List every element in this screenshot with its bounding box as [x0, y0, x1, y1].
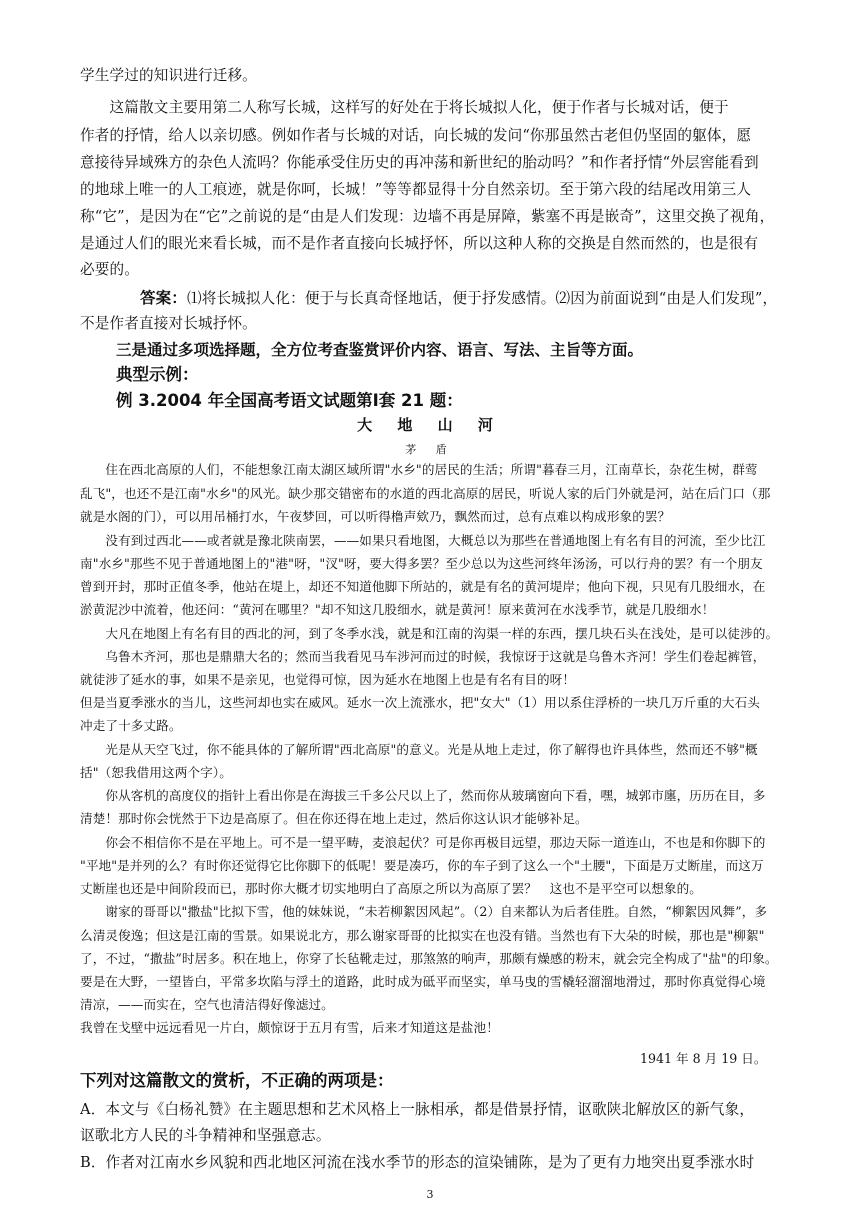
essay-line: 乱飞"，也还不是江南"水乡"的风光。缺少那交错密布的水道的西北高原的居民，听说人家的后门外就是河，站在后门口（那 [80, 486, 771, 501]
text-line: 的地球上唯一的人工痕迹，就是你呵，长城！”等等都显得十分自然亲切。至于第六段的结尾改用第三人 [80, 181, 752, 198]
essay-line: 丈断崖也还是中间阶段而已，那时你大概才切实地明白了高原之所以为高原了罢？ 这也不是平空可以想象的。 [80, 881, 702, 896]
essay-line: "平地"是并列的么？有时你还觉得它比你脚下的低呢！要是凑巧，你的车子到了这么一个"土腰"，下面是万丈断崖，而这万 [80, 858, 764, 873]
essay-author: 茅 盾 [405, 443, 455, 456]
text-line: 称“它”，是因为在“它”之前说的是“由是人们发现：边墙不再是屏障，紫塞不再是嵌奇”，这里交换了视角， [80, 208, 775, 225]
text-line: 意接待异域殊方的杂色人流吗？你能承受住历史的再冲荡和新世纪的胎动吗？”和作者抒情“外层窖能看到 [80, 154, 759, 171]
essay-line: 乌鲁木齐河，那也是鼎鼎大名的；然而当我看见马车涉河而过的时候，我惊讶于这就是乌鲁木齐河！学生们卷起裤管， [80, 649, 766, 664]
essay-line: 住在西北高原的人们，不能想象江南太湖区域所谓"水乡"的居民的生活；所谓"暮春三月，江南草长，杂花生树，群莺 [80, 462, 758, 477]
example-label: 典型示例： [116, 365, 199, 384]
text-line: 作者的抒情，给人以亲切感。例如作者与长城的对话，向长城的发问“你那虽然古老但仍坚固的躯体，愿 [80, 127, 752, 144]
question-text: 下列对这篇散文的赏析，不正确的两项是： [80, 1071, 394, 1090]
essay-line: 淤黄泥沙中流着，他还问：“黄河在哪里？"却不知这几股细水，就是黄河！原来黄河在水浅季节，就是几股细水！ [80, 602, 715, 617]
essay-line: 就是水阁的门），可以用吊桶打水，午夜梦回，可以听得橹声欸乃，飘然而过，总有点难以构成形象的罢？ [80, 509, 671, 524]
essay-line: 没有到过西北——或者就是豫北陕南罢，——如果只看地图，大概总以为那些在普通地图上有名有目的河流，至少比江 [80, 533, 766, 548]
answer-text: ⑴将长城拟人化：便于与长真奇怪地话，便于抒发感情。⑵因为前面说到“由是人们发现”， [186, 290, 778, 307]
option-line: 讴歌北方人民的斗争精神和坚强意志。 [80, 1127, 331, 1144]
essay-line: 么清灵俊逸；但这是江南的雪景。如果说北方，那么谢家哥哥的比拟实在也没有错。当然也有下大朵的时候，那也是"柳絮" [80, 928, 765, 943]
essay-date: 1941 年 8 月 19 日。 [640, 1051, 767, 1066]
essay-title: 大 地 山 河 [357, 416, 503, 434]
essay-line: 括"（恕我借用这两个字）。 [80, 765, 232, 780]
essay-line: 清楚！那时你会恍然于下边是高原了。但在你还得在地上走过，然后你这认识才能够补足。 [80, 811, 588, 826]
example-title: 例 3.2004 年全国高考语文试题第Ⅰ套 21 题： [116, 391, 463, 410]
section-heading: 三是通过多项选择题，全方位考查鉴赏评价内容、语言、写法、主旨等方面。 [116, 341, 644, 359]
essay-line: 你从客机的高度仪的指针上看出你是在海拔三千多公尺以上了，然而你从玻璃窗向下看，嘿，城郭市廛，历历在目，多 [80, 788, 766, 803]
essay-line: 曾到开封，那时正值冬季，他站在堤上，却还不知道他脚下所站的，就是有名的黄河堤岸；他向下视，只见有几股细水，在 [80, 579, 766, 594]
essay-line: 你会不相信你不是在平地上。可不是一望平畴，麦浪起伏？可是你再极目远望，那边天际一道连山，不也是和你脚下的 [80, 835, 766, 850]
option-line: A．本文与《白杨礼赞》在主题思想和艺术风格上一脉相承，都是借景抒情，讴歌陕北解放区的新气象， [80, 1101, 755, 1118]
essay-line: 光是从天空飞过，你不能具体的了解所谓"西北高原"的意义。光是从地上走过，你了解得也许具体些，然而还不够"概 [80, 742, 758, 757]
essay-line: 了，不过，“撒盐”时居多。积在地上，你穿了长毡靴走过，那煞煞的响声，那颇有燥感的粉末，就会完全构成了"盐"的印象。 [80, 951, 778, 966]
essay-line: 就徒涉了延水的事，如果不是亲见，也觉得可惊，因为延水在地图上也是有名有目的呀！ [80, 672, 576, 687]
text-line: 学生学过的知识进行迁移。 [80, 67, 257, 84]
essay-line: 我曾在戈壁中远远看见一片白，颇惊讶于五月有雪，后来才知道这是盐池！ [80, 1020, 499, 1035]
answer-line-2: 不是作者直接对长城抒怀。 [80, 315, 257, 332]
essay-line: 清凉，——而实在，空气也清洁得好像滤过。 [80, 997, 334, 1012]
text-line: 必要的。 [80, 261, 139, 278]
essay-line: 谢家的哥哥以"撒盐"比拟下雪，他的妹妹说，“未若柳絮因风起”。（2）自来都认为后者佳胜。自然，“柳絮因风舞”，多 [80, 904, 768, 919]
text-line: 这篇散文主要用第二人称写长城，这样写的好处在于将长城拟人化，便于作者与长城对话，便于 [80, 99, 729, 116]
option-line: B．作者对江南水乡风貌和西北地区河流在浅水季节的形态的渲染铺陈，是为了更有力地突出夏季涨水时 [80, 1154, 755, 1171]
answer-label: 答案： [140, 289, 187, 307]
page-number: 3 [426, 1188, 434, 1201]
essay-line: 但是当夏季涨水的当儿，这些河却也实在威风。延水一次上流涨水，把"女大"（1）用以系住浮桥的一块几万斤重的大石头 [80, 695, 760, 710]
essay-line: 冲走了十多丈路。 [80, 718, 182, 733]
essay-line: 南"水乡"那些不见于普通地图上的"港"呀，"汊"呀，要大得多罢？至少总以为这些河终年汤汤，可以行舟的罢？有一个朋友 [80, 556, 763, 571]
text-line: 是通过人们的眼光来看长城，而不是作者直接向长城抒怀，所以这种人称的交换是自然而然的，也是很有 [80, 235, 759, 252]
essay-line: 大凡在地图上有名有目的西北的河，到了冬季水浅，就是和江南的沟渠一样的东西，摆几块石头在浅处，是可以徒涉的。 [80, 626, 779, 641]
essay-line: 要是在大野，一望皆白，平常多坎陷与浮土的道路，此时成为砥平而坚实，单马曳的雪橇轻溜溜地滑过，那时你真觉得心境 [80, 974, 766, 989]
answer-line [80, 288, 780, 309]
